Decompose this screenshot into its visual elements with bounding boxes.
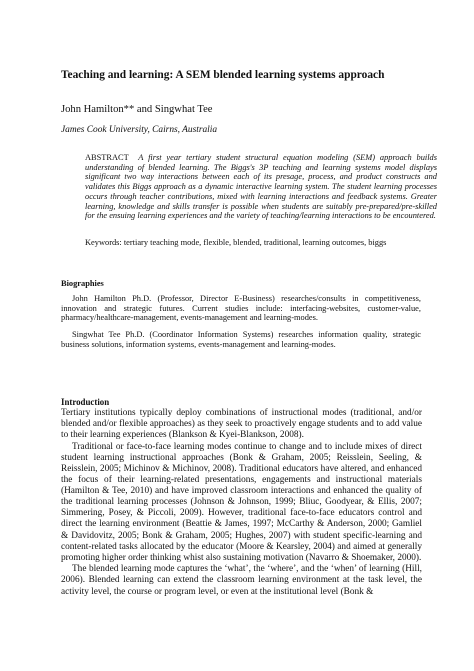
abstract-block [85,153,437,221]
introduction-heading: Introduction [61,397,110,407]
biography-hamilton: John Hamilton Ph.D. (Professor, Director E-Business) researches/consults in competitiveness, innovation and strategic futures. Current studies include: interfacing-websites, customer-value, pharmacy/healthcare-management, events-management and learning-modes. [61,294,421,323]
intro-paragraph-3: The blended learning mode captures the ‘what’, the ‘where’, and the ‘when’ of learning (Hill, 2006). Blended learning can extend the classroom learning environment at the task level, the activity level, the course or program level, or even at the institutional level (Bonk & [61,564,422,597]
affiliation: James Cook University, Cairns, Australia [61,125,218,135]
abstract-text: A first year tertiary student structural equation modeling (SEM) approach builds understanding of blended learning. The Biggs's 3P teaching and learning systems model displays significant two way interactions between each of its presage, process, and product constructs and validates this Biggs approach as a dynamic interactive learning system. The student learning processes occurs through teacher contributions, mixed with learning interactions and feedback systems. Greater learning, knowledge and skills transfer is possible when students are suitably pre-prepared/pre-skilled for the ensuing learning experiences and the variety of teaching/learning interactions to be encountered. [85,153,437,221]
author-list: John Hamilton** and Singwhat Tee [61,104,213,115]
biography-tee: Singwhat Tee Ph.D. (Coordinator Information Systems) researches information quality, strategic business solutions, information systems, events-management and learning-modes. [61,330,421,349]
intro-paragraph-1: Tertiary institutions typically deploy combinations of instructional modes (traditional, and/or blended and/or flexible approaches) as they seek to proactively engage students and to add value to their learning experiences (Blankson & Kyei-Blankson, 2008). [61,408,422,441]
biographies-heading: Biographies [61,279,104,288]
introduction-body [61,408,422,598]
intro-paragraph-2: Traditional or face-to-face learning modes continue to change and to include mixes of direct student learning instructional approaches (Bonk & Graham, 2005; Reisslein, Seeling, & Reisslein, 2005; Michinov & Michinov, 2008). Traditional educators have altered, and enhanced the focus of their learning-related presentations, engagements and instructional materials (Hamilton & Tee, 2010) and have improved classroom interactions and enhanced the quality of the traditional learning processes (Johnson & Johnson, 1999; Bliuc, Goodyear, & Ellis, 2007; Simmering, Posey, & Piccoli, 2009). However, traditional face-to-face educators control and direct the learning environment (Beattie & James, 1997; McCarthy & Anderson, 2000; Gamliel & Davidovitz, 2005; Bonk & Graham, 2005; Hughes, 2007) with student specific-learning and content-related tasks allocated by the educator (Moore & Kearsley, 2004) and aimed at generally promoting higher order thinking whist also sustaining motivation (Navarro & Shoemaker, 2000). [61,441,422,563]
abstract-label: ABSTRACT [85,153,129,162]
keywords: Keywords: tertiary teaching mode, flexible, blended, traditional, learning outcomes, biggs [85,238,387,247]
paper-title: Teaching and learning: A SEM blended learning systems approach [61,69,385,81]
